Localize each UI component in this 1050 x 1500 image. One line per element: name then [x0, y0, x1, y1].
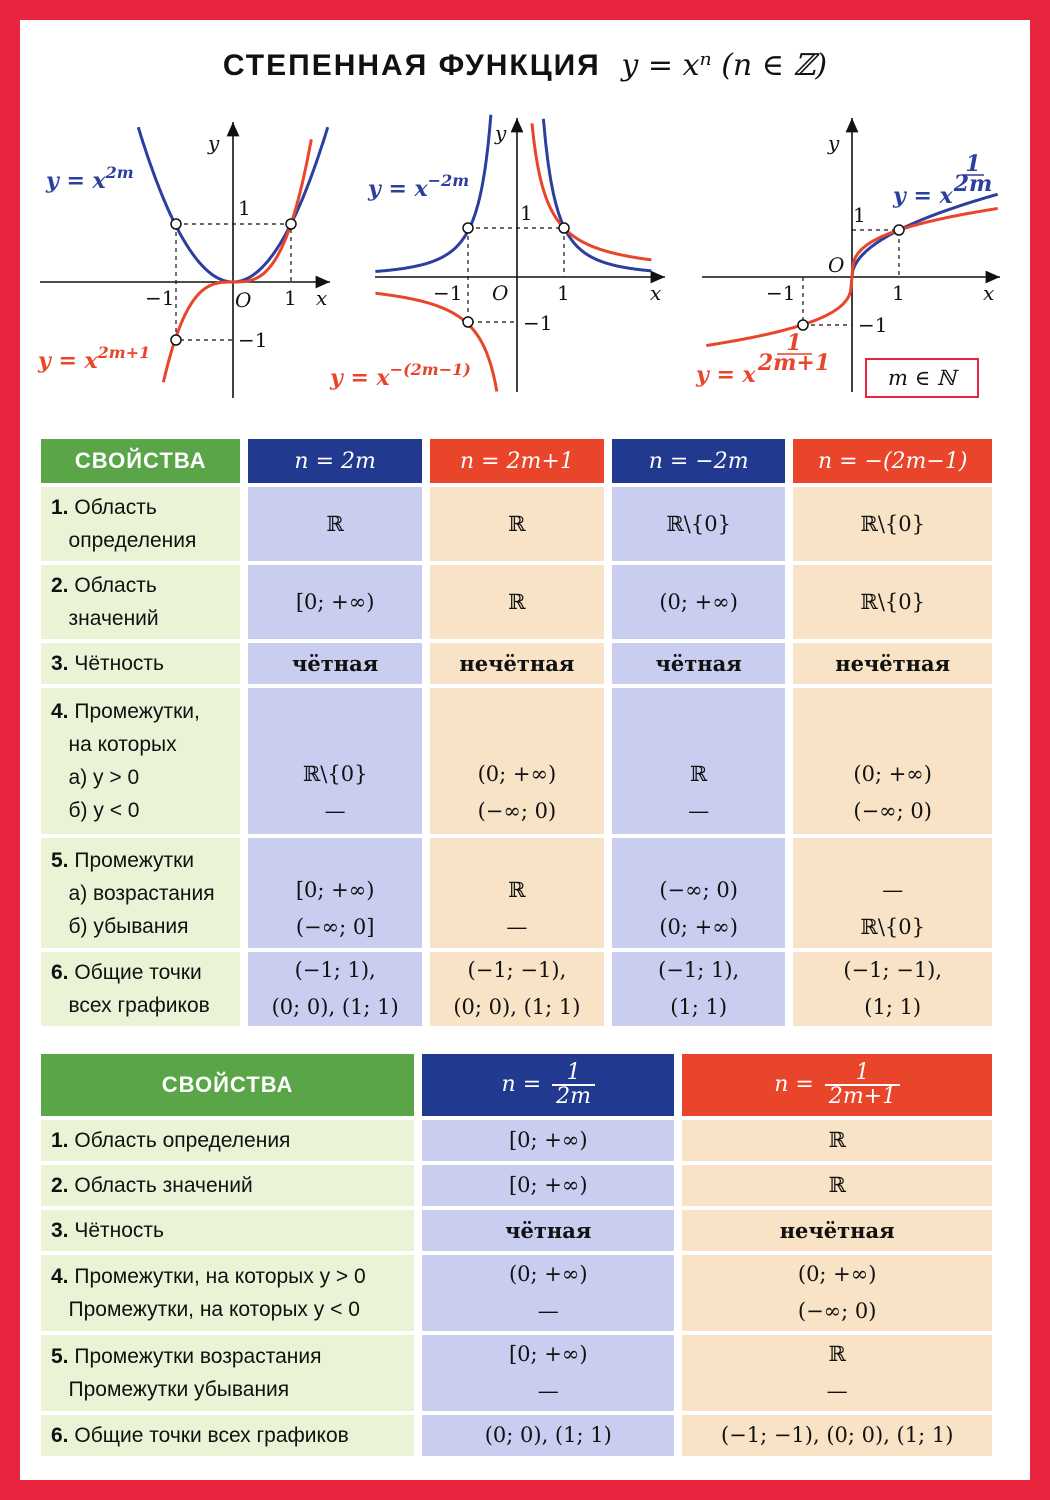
header-n-2m-plus-1: n = 2m+1: [430, 439, 604, 483]
cell: [0; +∞): [422, 1165, 674, 1206]
properties-table-integer: [33, 435, 1000, 1030]
row-common-points-label: 6. Общие точки всех графиков: [41, 1415, 414, 1456]
svg-text:−1: −1: [766, 281, 796, 305]
cell: ℝ: [430, 565, 604, 639]
cell: (−1; −1), (1; 1): [793, 952, 992, 1026]
cell: ℝ —: [612, 688, 786, 834]
cell: (0; +∞): [612, 565, 786, 639]
cell: ℝ: [682, 1165, 992, 1206]
row-monotonic-label: 5. Промежутки а) возрастания б) убывания: [41, 838, 240, 948]
cell: (−∞; 0) (0; +∞): [612, 838, 786, 948]
svg-text:1: 1: [786, 330, 802, 356]
cell: — ℝ\{0}: [793, 838, 992, 948]
graphs-area: [0, 0, 1050, 420]
row-domain-label: 1. Область определения: [41, 487, 240, 561]
row-parity-label: 3. Чётность: [41, 1210, 414, 1251]
cell: (−1; −1), (0; 0), (1; 1): [682, 1415, 992, 1456]
svg-text:−1: −1: [238, 328, 268, 352]
cell: ℝ\{0}: [612, 487, 786, 561]
svg-text:1: 1: [853, 203, 866, 227]
header-properties: СВОЙСТВА: [41, 1054, 414, 1116]
svg-text:y: y: [828, 131, 840, 155]
svg-text:1: 1: [557, 281, 570, 305]
cell: чётная: [422, 1210, 674, 1251]
svg-text:y = x: y = x: [696, 362, 756, 388]
cell: (0; +∞) —: [422, 1255, 674, 1331]
header-n-1-over-2m-plus-1: n = $\frac{1}{2m+1}$: [682, 1054, 992, 1116]
svg-text:1: 1: [238, 196, 251, 220]
cell: ℝ\{0}: [793, 487, 992, 561]
page-title: СТЕПЕННАЯ ФУНКЦИЯ y = xⁿ (n ∈ ℤ): [222, 48, 828, 83]
svg-text:O: O: [492, 281, 509, 305]
svg-text:−1: −1: [523, 311, 553, 335]
title-formula: y = xⁿ (n ∈ ℤ): [621, 48, 828, 83]
cell: ℝ\{0} —: [248, 688, 422, 834]
cell: нечётная: [430, 643, 604, 684]
svg-text:x: x: [983, 281, 995, 305]
header-n-minus-2m-1: n = −(2m−1): [793, 439, 992, 483]
cell: чётная: [248, 643, 422, 684]
svg-text:O: O: [828, 253, 845, 277]
cell: ℝ: [248, 487, 422, 561]
header-n-2m: n = 2m: [248, 439, 422, 483]
label-x-2m-plus-1: $y = x^{2m+1}$: [38, 343, 151, 374]
svg-text:1: 1: [965, 151, 981, 177]
svg-text:−1: −1: [145, 286, 175, 310]
svg-text:−1: −1: [433, 281, 463, 305]
graph-roots: [695, 118, 1000, 392]
label-x-minus-2m-1: $y = x^{-(2m-1)}$: [330, 360, 471, 391]
svg-text:2m+1: 2m+1: [757, 350, 831, 376]
svg-text:y: y: [208, 131, 220, 155]
row-sign-label: 4. Промежутки, на которых а) y > 0 б) y < 0: [41, 688, 240, 834]
row-sign-label: 4. Промежутки, на которых y > 0 Промежутки, на которых y < 0: [41, 1255, 414, 1331]
svg-text:−1: −1: [858, 313, 888, 337]
cell: (0; +∞) (−∞; 0): [430, 688, 604, 834]
cell: (−1; −1), (0; 0), (1; 1): [430, 952, 604, 1026]
cell: (0; +∞) (−∞; 0): [682, 1255, 992, 1331]
cell: чётная: [612, 643, 786, 684]
cell: [0; +∞) —: [422, 1335, 674, 1411]
svg-text:y: y: [495, 121, 507, 145]
label-x-2m: $y = x^{2m}$: [46, 163, 134, 194]
m-natural-note: m ∈ ℕ: [865, 358, 979, 398]
properties-table-roots: [33, 1050, 1000, 1460]
header-n-1-over-2m: n = $\frac{1}{2m}$: [422, 1054, 674, 1116]
graph-negative: [329, 115, 665, 392]
svg-text:2m: 2m: [953, 171, 993, 197]
cell: ℝ: [430, 487, 604, 561]
cell: ℝ: [682, 1120, 992, 1161]
cell: [0; +∞): [422, 1120, 674, 1161]
svg-text:y = x: y = x: [893, 183, 953, 209]
graph-even-odd-positive: [37, 122, 330, 398]
cell: [0; +∞) (−∞; 0]: [248, 838, 422, 948]
cell: (0; 0), (1; 1): [422, 1415, 674, 1456]
label-x-minus-2m: $y = x^{-2m}$: [368, 171, 470, 202]
header-properties: СВОЙСТВА: [41, 439, 240, 483]
row-common-points-label: 6. Общие точки всех графиков: [41, 952, 240, 1026]
header-n-minus-2m: n = −2m: [612, 439, 786, 483]
label-x-root-odd: [695, 330, 830, 388]
row-range-label: 2. Область значений: [41, 1165, 414, 1206]
row-range-label: 2. Область значений: [41, 565, 240, 639]
row-parity-label: 3. Чётность: [41, 643, 240, 684]
cell: ℝ —: [430, 838, 604, 948]
cell: [0; +∞): [248, 565, 422, 639]
cell: ℝ —: [682, 1335, 992, 1411]
svg-text:1: 1: [520, 201, 533, 225]
svg-text:x: x: [316, 286, 328, 310]
curve-x-minus-2m-minus-1: [375, 123, 651, 391]
cell: ℝ\{0}: [793, 565, 992, 639]
cell: (−1; 1), (0; 0), (1; 1): [248, 952, 422, 1026]
svg-text:x: x: [650, 281, 662, 305]
cell: (0; +∞) (−∞; 0): [793, 688, 992, 834]
row-domain-label: 1. Область определения: [41, 1120, 414, 1161]
svg-text:1: 1: [892, 281, 905, 305]
svg-text:1: 1: [284, 286, 297, 310]
cell: нечётная: [793, 643, 992, 684]
row-monotonic-label: 5. Промежутки возрастания Промежутки убывания: [41, 1335, 414, 1411]
cell: нечётная: [682, 1210, 992, 1251]
cell: (−1; 1), (1; 1): [612, 952, 786, 1026]
svg-text:O: O: [235, 288, 252, 312]
